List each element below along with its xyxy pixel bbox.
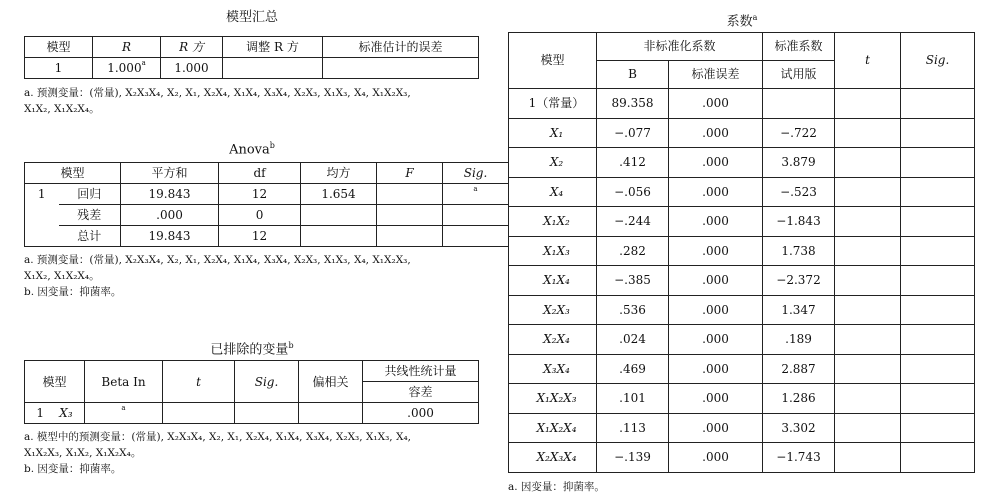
table-cell: X₂X₃ [509,295,597,325]
table-cell [901,354,975,384]
header-cell: R 方 [161,37,223,58]
footnote: b. 因变量：抑菌率。 [24,286,122,298]
header-cell: Sig. [901,33,975,89]
table-cell [377,184,443,205]
table-cell [835,384,901,414]
table-cell [901,236,975,266]
header-cell: t [163,361,235,403]
table-row [25,184,509,205]
coefficients-body [509,89,975,473]
footnote: X₁X₂, X₁X₂X₄。 [24,103,100,115]
table-cell [835,89,901,119]
table-cell: .000 [669,443,763,473]
header-cell: 平方和 [121,163,219,184]
table-cell: .000 [669,118,763,148]
table-cell: −.722 [763,118,835,148]
table-cell: .101 [597,384,669,414]
table-cell: 1 [25,58,93,79]
table-cell: 19.843 [121,226,219,247]
table-cell: X₁X₂X₄ [509,413,597,443]
table-cell: 89.358 [597,89,669,119]
table-cell [299,403,363,424]
header-cell: F [377,163,443,184]
table-cell: .536 [597,295,669,325]
table-cell: 19.843 [121,184,219,205]
table-cell [901,443,975,473]
table-cell: 1.286 [763,384,835,414]
table-row [509,207,975,237]
table-cell [901,266,975,296]
table-cell [163,403,235,424]
header-cell: t [835,33,901,89]
table-cell [901,207,975,237]
table-cell [901,177,975,207]
coefficients-table [508,32,975,473]
variable-name: X₃ [59,406,73,420]
table-cell: .000 [669,295,763,325]
table-cell [835,354,901,384]
header-cell: Sig. [235,361,299,403]
header-cell: df [219,163,301,184]
header-cell: 非标准化系数 [597,33,763,61]
table-row [509,413,975,443]
table-cell [443,226,509,247]
table-cell [835,266,901,296]
table-cell [835,118,901,148]
table-cell: −2.372 [763,266,835,296]
footnote-marker: a [121,404,126,412]
table-row [509,295,975,325]
table-header-row [509,33,975,61]
table-cell: 3.302 [763,413,835,443]
table-cell: X₃X₄ [509,354,597,384]
header-cell: 调整 R 方 [223,37,323,58]
footnote-marker: b [288,341,294,350]
table-row [509,443,975,473]
table-cell [835,325,901,355]
footnote-marker: a [141,59,146,67]
table-cell: .000 [669,384,763,414]
header-cell: 标准误差 [669,61,763,89]
table-row [509,89,975,119]
table-cell: −1.743 [763,443,835,473]
table-cell [835,413,901,443]
table-cell: 1 [25,184,59,205]
table-cell: .000 [669,266,763,296]
table-cell: −.077 [597,118,669,148]
header-cell: 共线性统计量 [363,361,479,382]
table-row [509,118,975,148]
anova-title [24,136,480,156]
table-cell: .000 [669,413,763,443]
table-cell: .000 [669,89,763,119]
coefficients-section [508,8,976,495]
table-cell [901,413,975,443]
table-cell: X₁X₂X₃ [509,384,597,414]
table-cell: .412 [597,148,669,178]
table-row [25,205,509,226]
table-cell: 3.879 [763,148,835,178]
table-cell [835,177,901,207]
header-cell: 试用版 [763,61,835,89]
table-cell: X₁X₄ [509,266,597,296]
table-row [509,236,975,266]
table-cell [835,295,901,325]
table-cell [835,148,901,178]
table-cell: .000 [669,354,763,384]
table-cell: X₂ [509,148,597,178]
table-row [509,148,975,178]
table-cell: 1（常量） [509,89,597,119]
table-cell [901,118,975,148]
footnote: b. 因变量：抑菌率。 [24,463,122,475]
table-row [509,384,975,414]
table-cell [377,226,443,247]
excluded-table [24,360,479,424]
header-cell: 均方 [301,163,377,184]
header-cell: 容差 [363,382,479,403]
footnote-marker: a [752,13,758,22]
table-cell [835,236,901,266]
anova-title-text: Anova [229,142,270,158]
table-cell [223,58,323,79]
table-header-row [25,163,509,184]
table-cell: .000 [669,236,763,266]
table-cell [443,184,509,205]
table-cell [301,226,377,247]
table-cell: −.244 [597,207,669,237]
footnote: a. 因变量：抑菌率。 [508,480,605,493]
table-cell [323,58,479,79]
table-cell: .000 [669,177,763,207]
model-summary-title: 模型汇总 [225,10,278,25]
table-cell: 1.000 [161,58,223,79]
header-cell: 模型 [25,361,85,403]
footnote-marker: b [269,141,275,150]
model-summary-section [24,8,480,117]
table-cell: .000 [669,148,763,178]
table-cell: .000 [121,205,219,226]
table-cell: 1.738 [763,236,835,266]
header-cell: 偏相关 [299,361,363,403]
header-cell: 标准估计的误差 [323,37,479,58]
table-cell [901,325,975,355]
table-row [25,226,509,247]
table-cell: .189 [763,325,835,355]
table-cell: .113 [597,413,669,443]
table-cell: −1.843 [763,207,835,237]
table-cell [85,403,163,424]
coefficients-title [508,8,976,28]
table-cell: .282 [597,236,669,266]
table-cell: .024 [597,325,669,355]
table-cell: 12 [219,184,301,205]
table-cell [25,226,59,247]
excluded-title-text: 已排除的变量 [210,342,289,358]
footnote: a. 预测变量：(常量), X₂X₃X₄, X₂, X₁, X₂X₄, X₁X₄, X₃X₄, X₂X₃, X₁X₃, X₄, X₁X₂X₃, [24,254,411,266]
footnote: a. 模型中的预测变量：(常量), X₂X₃X₄, X₂, X₁, X₂X₄, X₁X₄, X₃X₄, X₂X₃, X₁X₃, X₄, [24,431,411,443]
table-row [509,177,975,207]
table-cell: −.139 [597,443,669,473]
table-cell: −.385 [597,266,669,296]
coefficients-title-text: 系数 [726,14,753,30]
table-cell [443,205,509,226]
table-cell [235,403,299,424]
table-header-row [25,361,479,382]
table-cell: 1.347 [763,295,835,325]
table-cell: .000 [669,207,763,237]
model-summary-table [24,36,479,79]
table-cell: −.056 [597,177,669,207]
header-cell: 标准系数 [763,33,835,61]
table-cell: .469 [597,354,669,384]
table-row [25,403,479,424]
model-number: 1 [36,406,44,420]
table-cell: .000 [363,403,479,424]
r-value: 1.000 [107,61,142,75]
table-cell [25,205,59,226]
table-cell: 回归 [59,184,121,205]
header-cell: 模型 [25,37,93,58]
table-cell [835,443,901,473]
table-row [509,266,975,296]
table-cell: .000 [669,325,763,355]
excluded-variables-section [24,336,480,477]
table-cell: X₁ [509,118,597,148]
table-cell [835,207,901,237]
table-cell: X₁X₂ [509,207,597,237]
table-cell: 2.887 [763,354,835,384]
header-cell: Beta In [85,361,163,403]
table-cell: 残差 [59,205,121,226]
table-cell [901,148,975,178]
table-cell: 12 [219,226,301,247]
table-row [509,325,975,355]
header-cell: 模型 [25,163,121,184]
footnote: a. 预测变量：(常量), X₂X₃X₄, X₂, X₁, X₂X₄, X₁X₄, X₃X₄, X₂X₃, X₁X₃, X₄, X₁X₂X₃, [24,87,411,99]
footnote: X₁X₂, X₁X₂X₄。 [24,270,100,282]
table-cell [93,58,161,79]
table-cell [377,205,443,226]
table-cell: X₄ [509,177,597,207]
table-cell [763,89,835,119]
header-cell: Sig. [443,163,509,184]
table-cell: X₂X₄ [509,325,597,355]
footnote-marker: a [473,185,478,193]
table-cell [901,384,975,414]
table-header-row [25,37,479,58]
anova-table [24,162,509,247]
table-cell: 总计 [59,226,121,247]
table-cell [301,205,377,226]
excluded-title [24,336,480,356]
table-cell: X₂X₃X₄ [509,443,597,473]
table-cell: 1.654 [301,184,377,205]
table-row [25,58,479,79]
table-cell [901,89,975,119]
table-cell: 0 [219,205,301,226]
header-cell: 模型 [509,33,597,89]
table-row [509,354,975,384]
table-cell: −.523 [763,177,835,207]
footnote: X₁X₂X₃, X₁X₂, X₁X₂X₄。 [24,447,142,459]
header-cell: R [93,37,161,58]
table-cell [25,403,85,424]
table-cell [901,295,975,325]
header-cell: B [597,61,669,89]
anova-section [24,136,488,300]
table-cell: X₁X₃ [509,236,597,266]
